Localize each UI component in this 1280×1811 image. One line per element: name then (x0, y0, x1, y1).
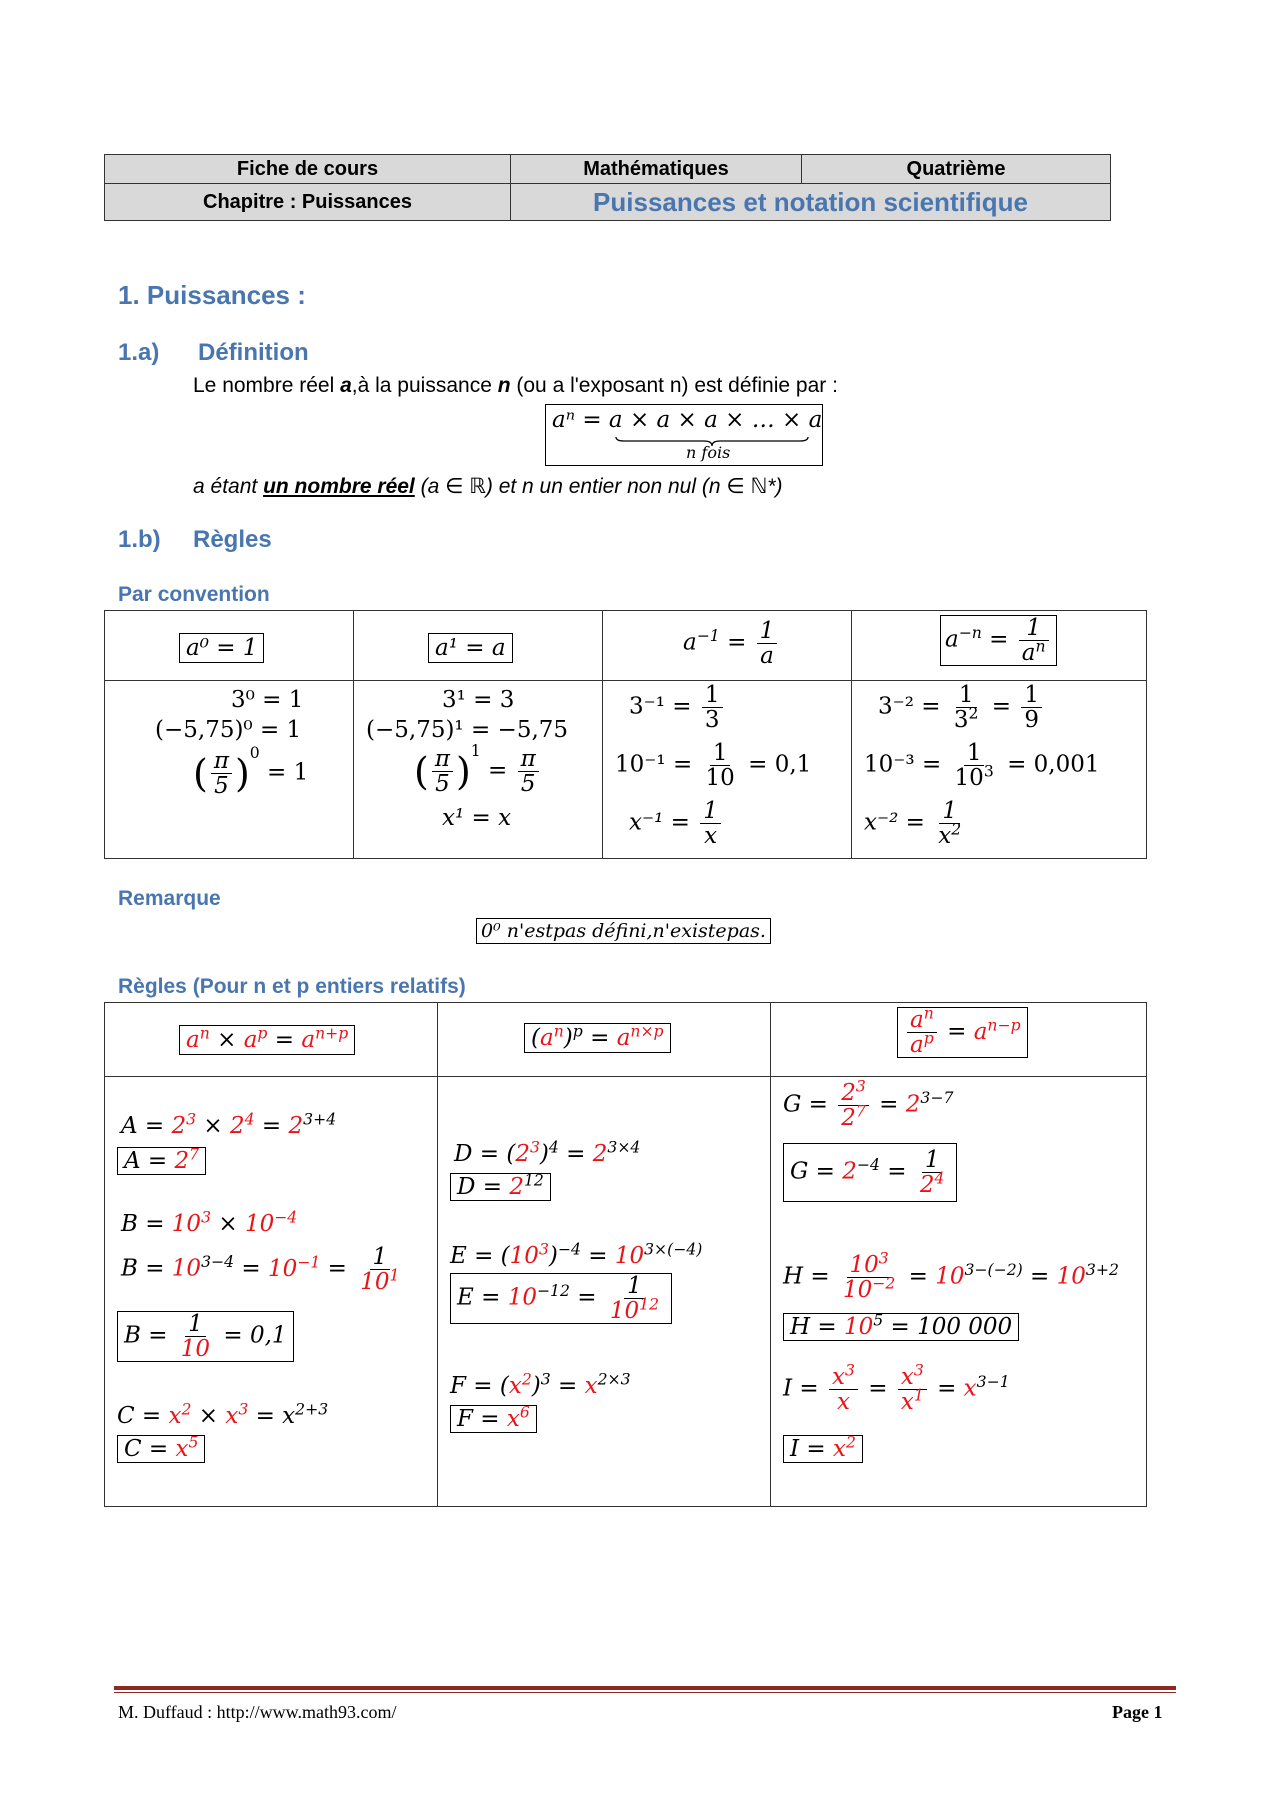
footer-page: Page 1 (1112, 1702, 1163, 1722)
example-G-result: $G = 2^{-4}$ = $\frac{1}{2^4}$ (783, 1143, 957, 1202)
definition-formula: aⁿ = a × a × a × … × a n fois (545, 404, 823, 466)
header-subject: Mathématiques (511, 155, 802, 184)
rule-quotient: $\frac{a^n}{a^p}$ = $a^{n-p}$ (897, 1007, 1028, 1058)
conv-ex-3-1: 3¹ = 3 (442, 687, 515, 713)
example-I-calc: I = $\frac{x^3}{x}$ = $\frac{x^3}{x^1}$ = $x^{3-1}$ (783, 1360, 1010, 1416)
rule-a1: a¹ = a (428, 633, 513, 663)
header-table (104, 154, 1111, 221)
header-level: Quatrième (802, 155, 1111, 184)
rule-a-1: $a^{-1}$ = $\frac{1}{a}$ (683, 619, 780, 668)
example-D-calc: $D = (2^3)^4 = 2^{3\times 4}$ (454, 1137, 641, 1167)
rule-product: $a^n \times a^p = a^{n+p}$ (179, 1025, 355, 1055)
example-B-calc2: $B = 10^{3-4} = 10^{-1}$ = $\frac{1}{10^1}$ (121, 1244, 400, 1296)
example-D-result: $D = 2^{12}$ (450, 1173, 551, 1201)
convention-title: Par convention (118, 583, 270, 606)
conv-ex-pi5-0: ( $\frac{\pi}{5}$ )$^0$ = 1 (193, 742, 309, 800)
regles-title: Règles (Pour n et p entiers relatifs) (118, 975, 466, 998)
example-B-result: B = $\frac{1}{10}$ = 0,1 (117, 1311, 294, 1362)
subsection-a-number: 1.a) (118, 339, 160, 366)
example-C-calc: $C = x^2 \times x^3 = x^{2+3}$ (117, 1399, 329, 1429)
conv-ex-pi5-1: ( $\frac{\pi}{5}$ )$^1$ = $\frac{\pi}{5}$ (414, 747, 542, 796)
example-F-calc: $F = (x^2)^3 = x^{2\times 3}$ (450, 1369, 631, 1399)
example-G-calc: G = $\frac{2^3}{2^7}$ = $2^{3-7}$ (783, 1076, 954, 1132)
rule-power: $(a^n)^p = a^{n\times p}$ (524, 1023, 671, 1053)
footer-rule (114, 1686, 1176, 1690)
example-F-result: $F = x^6$ (450, 1405, 537, 1433)
rules-table (104, 1002, 1147, 1507)
conv-ex-10-m1: 10⁻¹ = $\frac{1}{10}$ = 0,1 (615, 740, 812, 792)
header-title: Puissances et notation scientifique (511, 184, 1111, 221)
conv-ex-575-0: (−5,75)⁰ = 1 (155, 717, 302, 743)
example-A-calc: $A = 2^3 \times 2^4 = 2^{3+4}$ (121, 1109, 337, 1139)
header-chapter: Chapitre : Puissances (105, 184, 511, 221)
rule-a0: a⁰ = 1 (179, 633, 264, 663)
definition-text: Le nombre réel a,à la puissance n (ou a l'exposant n) est définie par : (193, 374, 838, 397)
conv-ex-3-m1: 3⁻¹ = $\frac{1}{3}$ (629, 683, 726, 732)
example-E-calc: $E = (10^3)^{-4} = 10^{3\times(-4)}$ (450, 1239, 703, 1269)
subsection-a-title: Définition (198, 339, 309, 366)
rule-a-n: $a^{-n}$ = $\frac{1}{a^n}$ (940, 615, 1057, 666)
example-B-calc: $B = 10^3 \times 10^{-4}$ (121, 1207, 298, 1237)
subsection-b-title: Règles (193, 526, 272, 553)
convention-table (104, 610, 1147, 859)
conv-ex-3-m2: 3⁻² = $\frac{1}{3^2}$ = $\frac{1}{9}$ (878, 683, 1045, 732)
header-fiche: Fiche de cours (105, 155, 511, 184)
conv-ex-3-0: 3⁰ = 1 (231, 687, 304, 713)
example-I-result: $I = x^2$ (783, 1435, 863, 1463)
remarque-box: 0⁰ n'estpas défini,n'existepas. (476, 918, 771, 944)
example-H-result: $H = 10^5 = 100$ 000 (783, 1313, 1019, 1341)
conv-ex-575-1: (−5,75)¹ = −5,75 (366, 717, 569, 743)
section-title: 1. Puissances : (118, 280, 306, 310)
footer-author: M. Duffaud : http://www.math93.com/ (118, 1702, 397, 1722)
conv-ex-x-m2: x⁻² = $\frac{1}{x^2}$ (864, 798, 962, 850)
footer-rule-thin (114, 1692, 1176, 1693)
remarque-title: Remarque (118, 887, 221, 910)
conv-ex-10-m3: 10⁻³ = $\frac{1}{10^3}$ = 0,001 (864, 740, 1100, 792)
conv-ex-x-m1: x⁻¹ = $\frac{1}{x}$ (629, 799, 724, 848)
example-C-result: $C = x^5$ (117, 1435, 205, 1463)
example-H-calc: H = $\frac{10^3}{10^{-2}}$ = $10^{3-(-2)} = 10^{3+2}$ (783, 1248, 1119, 1304)
example-A-result: $A = 2^7$ (117, 1147, 206, 1175)
conv-ex-x1: x¹ = x (442, 805, 512, 831)
subsection-b-number: 1.b) (118, 526, 161, 553)
example-E-result: $E = 10^{-12}$ = $\frac{1}{10^{12}}$ (450, 1273, 672, 1324)
definition-note: a étant un nombre réel (a ∈ ℝ) et n un entier non nul (n ∈ ℕ*) (193, 475, 783, 498)
